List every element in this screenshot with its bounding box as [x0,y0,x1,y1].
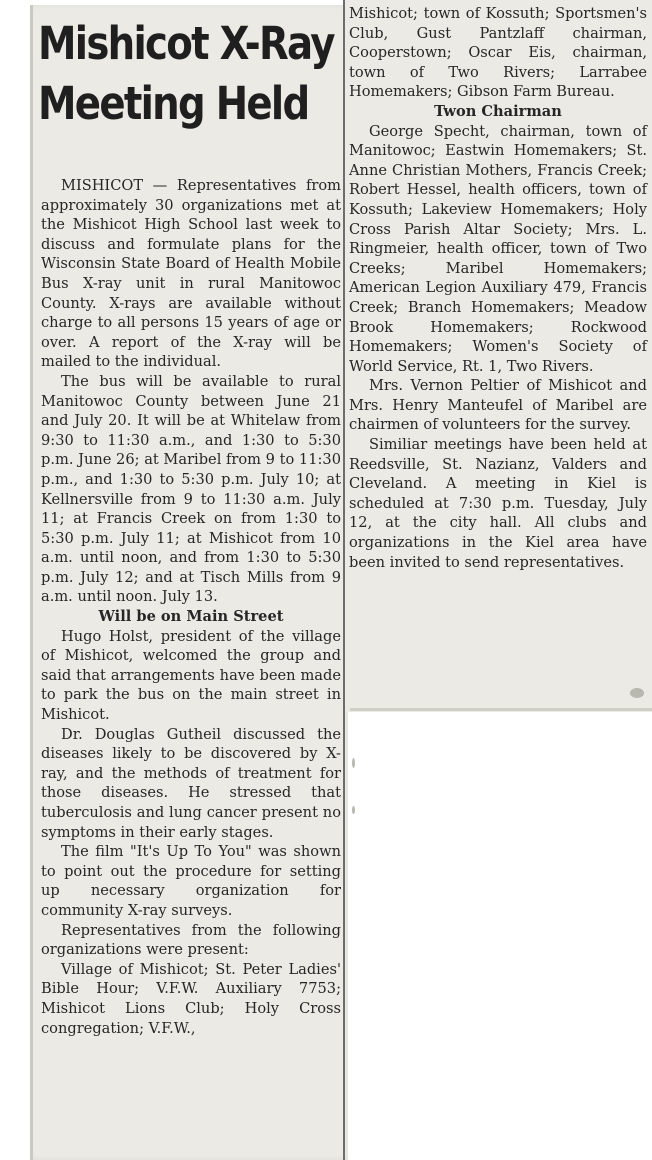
paper-speck [352,758,355,768]
right-clipping-torn-edge [350,708,652,711]
article-paragraph: Hugo Holst, president of the village of Mishicot, welcomed the group and said that arrangements have been made to park the bus on the main street in Mishicot. [41,627,341,724]
article-paragraph: Mrs. Vernon Peltier of Mishicot and Mrs. Henry Manteufel of Maribel are chairmen of volunteers for the survey. [349,377,647,434]
headline-line-1: Mishicot X-Ray [38,17,334,70]
subheading: Twon Chairman [434,102,562,120]
article-paragraph: Similiar meetings have been held at Reedsville, St. Nazianz, Valders and Cleveland. A meeting in Kiel is scheduled at 7:30 p.m. Tuesday, July 12, at the city hall. All clubs and organizations in the Kiel area have been invited to send representatives. [349,436,647,571]
article-paragraph: MISHICOT — Representatives from approximately 30 organizations met at the Mishicot High School last week to discuss and formulate plans for the Wisconsin State Board of Health Mobile Bus X-ray unit in rural Manitowoc County. X-rays are available without charge to all persons 15 years of age or over. A report of the X-ray will be mailed to the individual. [41,177,341,371]
article-paragraph: Dr. Douglas Gutheil discussed the diseases likely to be discovered by X-ray, and the methods of treatment for those diseases. He stressed that tuberculosis and lung cancer present no symptoms in their early stages. [41,725,341,841]
paper-speck [630,688,644,698]
right-column [349,4,647,572]
article-paragraph: The film "It's Up To You" was shown to point out the procedure for setting up necessary organization for community X-ray surveys. [41,843,341,919]
article-paragraph: Mishicot; town of Kossuth; Sportsmen's Club, Gust Pantzlaff chairman, Cooperstown; Oscar Eis, chairman, town of Two Rivers; Larrabee Homemakers; Gibson Farm Bureau. [349,5,647,101]
article-paragraph: Representatives from the following organizations were present: [41,921,341,959]
headline [38,14,334,134]
article-paragraph: The bus will be available to rural Manitowoc County between June 21 and July 20. It will be at Whitelaw from 9:30 to 11:30 a.m., and 1:30 to 5:30 p.m. June 26; at Maribel from 9 to 11:30 p.m., and 1:30 to 5:30 p.m. July 10; at Kellnersville from 9 to 11:30 a.m. July 11; at Francis Creek on from 1:30 to 5:30 p.m. July 11; at Mishicot from 10 a.m. until noon, and from 1:30 to 5:30 p.m. July 12; and at Tisch Mills from 9 a.m. until noon. July 13. [41,372,341,606]
subheading: Will be on Main Street [98,608,284,626]
left-clipping-edge [30,5,33,1160]
article-paragraph: George Specht, chairman, town of Manitowoc; Eastwin Homemakers; St. Anne Christian Mothers, Francis Creek; Robert Hessel, health officers, town of Kossuth; Lakeview Homemakers; Holy Cross Parish Altar Society; Mrs. L. Ringmeier, health officer, town of Two Creeks; Maribel Homemakers; American Legion Auxiliary 479, Francis Creek; Branch Homemakers; Meadow Brook Homemakers; Rockwood Homemakers; Women's Society of World Service, Rt. 1, Two Rivers. [349,122,647,375]
paper-speck [352,806,355,814]
headline-line-2: Meeting Held [38,77,309,130]
left-column [41,176,341,1038]
article-paragraph: Village of Mishicot; St. Peter Ladies' Bible Hour; V.F.W. Auxiliary 7753; Mishicot Lions Club; Holy Cross congregation; V.F.W., [41,960,341,1037]
column-rule [343,0,345,1160]
